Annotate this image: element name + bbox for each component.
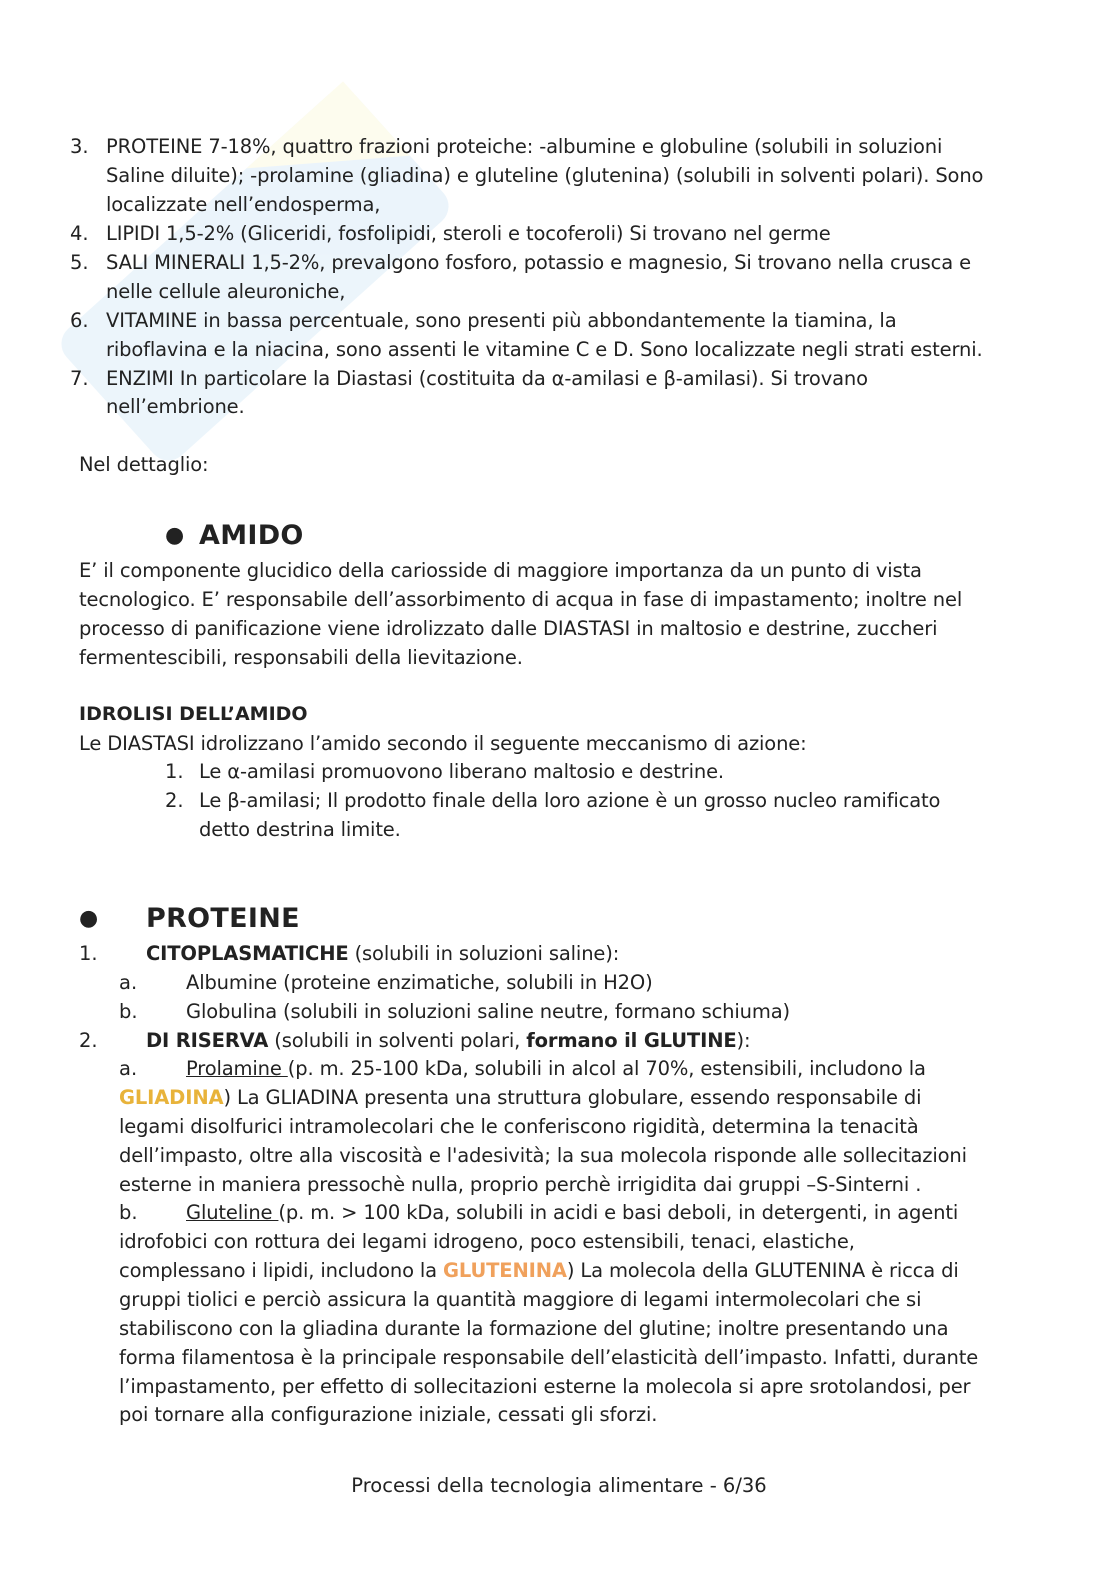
list-number: 2. bbox=[79, 1029, 98, 1052]
list-number: 1. bbox=[79, 942, 98, 965]
sub-line: esterne in maniera pressochè nulla, proprio perchè irrigidita dai gruppi –S-Sinterni . bbox=[119, 1173, 922, 1196]
list-number: 6. bbox=[70, 309, 89, 332]
list-line: nell’embrione. bbox=[106, 395, 245, 418]
step-line: detto destrina limite. bbox=[199, 818, 401, 841]
list-number: 4. bbox=[70, 222, 89, 245]
intro-text: Nel dettaglio: bbox=[79, 453, 209, 476]
highlight-gliadina: GLIADINA bbox=[119, 1086, 224, 1109]
bold-term: DI RISERVA bbox=[146, 1029, 269, 1052]
paragraph-line: E’ il componente glucidico della cariosside di maggiore importanza da un punto di vista bbox=[79, 559, 922, 582]
text-run: complessano i lipidi, includono la bbox=[119, 1259, 444, 1282]
sub-letter: b. bbox=[119, 1000, 138, 1023]
step-line: Le α-amilasi promuovono liberano maltosio e destrine. bbox=[199, 760, 724, 783]
underlined-term: Prolamine bbox=[186, 1057, 288, 1080]
text-run: (solubili in soluzioni saline): bbox=[348, 942, 620, 965]
list-line: ENZIMI In particolare la Diastasi (costituita da α-amilasi e β-amilasi). Si trovano bbox=[106, 367, 868, 390]
text-run: (solubili in solventi polari, bbox=[268, 1029, 527, 1052]
text-run: ) La GLIADINA presenta una struttura globulare, essendo responsabile di bbox=[223, 1086, 922, 1109]
sub-line: poi tornare alla configurazione iniziale, cessati gli sforzi. bbox=[119, 1403, 658, 1426]
sub-letter: a. bbox=[119, 971, 138, 994]
step-line: Le β-amilasi; Il prodotto finale della loro azione è un grosso nucleo ramificato bbox=[199, 789, 941, 812]
sub-line: l’impastamento, per effetto di sollecitazioni esterne la molecola si apre srotolandosi, per bbox=[119, 1375, 971, 1398]
sub-line bbox=[186, 1198, 958, 1227]
paragraph-line: fermentescibili, responsabili della lievitazione. bbox=[79, 646, 523, 669]
list-line: localizzate nell’endosperma, bbox=[106, 193, 381, 216]
sub-line: stabiliscono con la gliadina durante la formazione del glutine; inoltre presentando una bbox=[119, 1317, 949, 1340]
sub-line bbox=[119, 1256, 959, 1285]
list-line: PROTEINE 7-18%, quattro frazioni proteiche: -albumine e globuline (solubili in soluzioni bbox=[106, 135, 943, 158]
sub-line: legami disolfurici intramolecolari che le conferiscono rigidità, determina la tenacità bbox=[119, 1115, 919, 1138]
section-title-amido: AMIDO bbox=[199, 520, 304, 551]
list-number: 3. bbox=[70, 135, 89, 158]
list-line: LIPIDI 1,5-2% (Gliceridi, fosfolipidi, steroli e tocoferoli) Si trovano nel germe bbox=[106, 222, 831, 245]
list-number: 5. bbox=[70, 251, 89, 274]
list-line bbox=[146, 1026, 750, 1055]
list-line: nelle cellule aleuroniche, bbox=[106, 280, 346, 303]
sub-line: Globulina (solubili in soluzioni saline neutre, formano schiuma) bbox=[186, 1000, 790, 1023]
page-footer: Processi della tecnologia alimentare - 6/36 bbox=[351, 1474, 767, 1497]
list-line: VITAMINE in bassa percentuale, sono presenti più abbondantemente la tiamina, la bbox=[106, 309, 897, 332]
text-run: (p. m. 25-100 kDa, solubili in alcol al 70%, estensibili, includono la bbox=[287, 1057, 926, 1080]
bullet-icon: ● bbox=[165, 523, 185, 548]
sub-line: idrofobici con rottura dei legami idrogeno, poco estensibili, tenaci, elastiche, bbox=[119, 1230, 855, 1253]
sub-letter: a. bbox=[119, 1057, 138, 1080]
text-run: ): bbox=[736, 1029, 751, 1052]
step-number: 2. bbox=[165, 789, 184, 812]
list-number: 7. bbox=[70, 367, 89, 390]
section-title-proteine: PROTEINE bbox=[146, 903, 300, 934]
sub-letter: b. bbox=[119, 1201, 138, 1224]
sub-line: Albumine (proteine enzimatiche, solubili in H2O) bbox=[186, 971, 653, 994]
list-line: SALI MINERALI 1,5-2%, prevalgono fosforo, potassio e magnesio, Si trovano nella crusca e bbox=[106, 251, 971, 274]
text-run: ) La molecola della GLUTENINA è ricca di bbox=[566, 1259, 959, 1282]
bullet-icon: ● bbox=[79, 906, 99, 931]
paragraph-line: processo di panificazione viene idrolizzato dalle DIASTASI in maltosio e destrine, zuccheri bbox=[79, 617, 938, 640]
list-line: Saline diluite); -prolamine (gliadina) e gluteline (glutenina) (solubili in solventi polari). Sono bbox=[106, 164, 984, 187]
paragraph-line: tecnologico. E’ responsabile dell’assorbimento di acqua in fase di impastamento; inoltre nel bbox=[79, 588, 963, 611]
sub-line bbox=[186, 1054, 926, 1083]
list-line: riboflavina e la niacina, sono assenti le vitamine C e D. Sono localizzate negli strati esterni. bbox=[106, 338, 983, 361]
highlight-glutenina: GLUTENINA bbox=[443, 1259, 567, 1282]
sub-line: gruppi tiolici e perciò assicura la quantità maggiore di legami intermolecolari che si bbox=[119, 1288, 922, 1311]
sub-line: dell’impasto, oltre alla viscosità e l'adesività; la sua molecola risponde alle sollecitazioni bbox=[119, 1144, 967, 1167]
underlined-term: Gluteline bbox=[186, 1201, 279, 1224]
sub-line bbox=[119, 1083, 921, 1112]
subheading-idrolisi: IDROLISI DELL’AMIDO bbox=[79, 703, 308, 725]
step-number: 1. bbox=[165, 760, 184, 783]
paragraph-line: Le DIASTASI idrolizzano l’amido secondo il seguente meccanismo di azione: bbox=[79, 732, 807, 755]
list-line bbox=[146, 939, 619, 968]
bold-term: CITOPLASMATICHE bbox=[146, 942, 349, 965]
bold-term: formano il GLUTINE bbox=[526, 1029, 737, 1052]
text-run: (p. m. > 100 kDa, solubili in acidi e basi deboli, in detergenti, in agenti bbox=[278, 1201, 959, 1224]
sub-line: forma filamentosa è la principale responsabile dell’elasticità dell’impasto. Infatti, durante bbox=[119, 1346, 979, 1369]
